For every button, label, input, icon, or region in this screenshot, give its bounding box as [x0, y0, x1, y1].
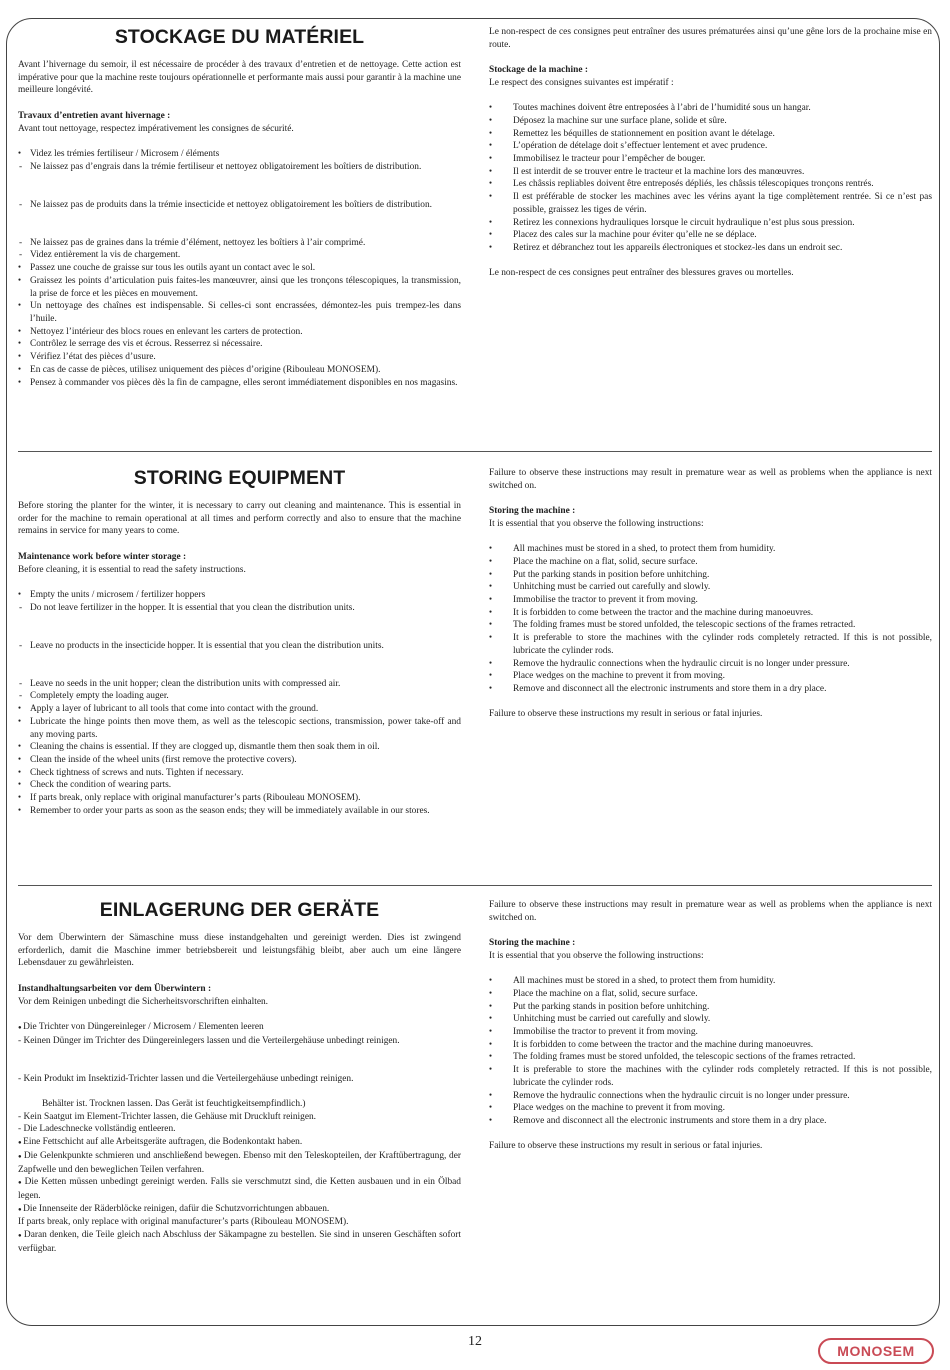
list-item: - Ne laissez pas d’engrais dans la trémie fertiliseur et nettoyez obligatoirement les boîtiers de distribution.: [18, 161, 461, 174]
list-item: ● Videz les trémies fertiliseur / Microsem / éléments: [18, 148, 461, 161]
section-divider: [18, 885, 932, 886]
list-item-text: Die Ketten müssen unbedingt gereinigt werden. Falls sie verschmutzt sind, die Ketten ausbauen und in ein Ölbad legen.: [18, 1177, 461, 1201]
logo-text: MONOSEM: [837, 1343, 915, 1359]
list-item: ● All machines must be stored in a shed, to protect them from humidity.: [489, 543, 932, 556]
list-item: ● Placez des cales sur la machine pour éviter qu’elle ne se déplace.: [489, 229, 932, 242]
fr-storage-heading: Stockage de la machine :: [489, 65, 588, 76]
fr-final-warning: Le non-respect de ces consignes peut entraîner des blessures graves ou mortelles.: [489, 268, 794, 279]
fr-storage-list: [489, 102, 932, 254]
list-item: ● The folding frames must be stored unfolded, the telescopic sections of the frames retracted.: [489, 1051, 932, 1064]
de-right-column: [489, 899, 932, 1153]
list-item: - Die Ladeschnecke vollständig entleeren.: [18, 1124, 176, 1135]
list-item: [18, 1150, 461, 1176]
de-storage-intro: It is essential that you observe the following instructions:: [489, 950, 704, 961]
list-item-text: Die Trichter von Düngereinleger / Microsem / Elementen leeren: [23, 1021, 264, 1032]
list-item: ● Unhitching must be carried out carefully and slowly.: [489, 581, 932, 594]
list-item: ● Put the parking stands in position before unhitching.: [489, 569, 932, 582]
list-item: ● Pensez à commander vos pièces dès la fin de campagne, elles seront immédiatement disponibles en nos magasins.: [18, 377, 461, 390]
list-item: ● Remove the hydraulic connections when the hydraulic circuit is no longer under pressure.: [489, 658, 932, 671]
list-item: - Do not leave fertilizer in the hopper. It is essential that you clean the distribution units.: [18, 602, 461, 615]
bullet-icon: ●: [18, 1140, 24, 1147]
list-item: ● Place the machine on a flat, solid, secure surface.: [489, 556, 932, 569]
list-item: ● Passez une couche de graisse sur tous les outils ayant un contact avec le sol.: [18, 262, 461, 275]
list-item: ● Toutes machines doivent être entreposées à l’abri de l’humidité sous un hangar.: [489, 102, 932, 115]
list-item: ● Lubricate the hinge points then move them, as well as the telescopic sections, transmission, power take-off and any moving parts.: [18, 716, 461, 741]
list-item: ● Clean the inside of the wheel units (first remove the protective covers).: [18, 754, 461, 767]
en-maint-list: [18, 589, 461, 818]
list-item: ● Graissez les points d’articulation puis faites-les manœuvrer, ainsi que les tronçons télescopiques, la transmission, la prise de force et les pièces en mouvement.: [18, 275, 461, 300]
list-spacer: [18, 652, 461, 677]
list-item: ● It is forbidden to come between the tractor and the machine during manoeuvres.: [489, 1039, 932, 1052]
list-item: ● Retirez et débranchez tout les appareils électroniques et stockez-les dans un endroit sec.: [489, 242, 932, 255]
en-maint-heading: Maintenance work before winter storage :: [18, 551, 187, 562]
list-item: ● Empty the units / microsem / fertilizer hoppers: [18, 589, 461, 602]
bullet-icon: ●: [18, 1206, 24, 1213]
list-item: ● Contrôlez le serrage des vis et écrous. Resserrez si nécessaire.: [18, 338, 461, 351]
fr-left-column: [18, 26, 461, 389]
list-item: ● Vérifiez l’état des pièces d’usure.: [18, 351, 461, 364]
en-right-column: [489, 467, 932, 721]
list-item: [18, 1176, 461, 1202]
en-storage-list: [489, 543, 932, 695]
list-item: ● Apply a layer of lubricant to all tools that come into contact with the ground.: [18, 703, 461, 716]
fr-storage-intro: Le respect des consignes suivantes est impératif :: [489, 77, 674, 88]
list-item: - Ne laissez pas de graines dans la trémie d’élément, nettoyez les boîtiers à l’air comprimé.: [18, 237, 461, 250]
list-item: ● Unhitching must be carried out carefully and slowly.: [489, 1013, 932, 1026]
list-spacer: [18, 614, 461, 639]
list-item-text: Eine Fettschicht auf alle Arbeitsgeräte auftragen, die Bodenkontakt haben.: [23, 1137, 303, 1148]
fr-right-warning: Le non-respect de ces consignes peut entraîner des usures prématurées ainsi qu’une gêne lors de la prochaine mise en route.: [489, 27, 932, 50]
list-item: ● Il est interdit de se trouver entre le tracteur et la machine lors des manœuvres.: [489, 166, 932, 179]
de-right-warning: Failure to observe these instructions may result in premature wear as well as problems when the appliance is next switched on.: [489, 900, 932, 923]
en-maint-safety: Before cleaning, it is essential to read the safety instructions.: [18, 564, 246, 575]
fr-maint-list: [18, 148, 461, 389]
list-item: ● If parts break, only replace with original manufacturer’s parts (Ribouleau MONOSEM).: [18, 792, 461, 805]
section-divider: [18, 451, 932, 452]
list-item: ● Immobilise the tractor to prevent it from moving.: [489, 1026, 932, 1039]
bullet-icon: ●: [18, 1024, 24, 1031]
bullet-icon: ●: [18, 1180, 25, 1187]
de-section-title: EINLAGERUNG DER GERÄTE: [99, 899, 380, 921]
en-storage-intro: It is essential that you observe the following instructions:: [489, 518, 704, 529]
list-item: [18, 1216, 461, 1229]
list-item: - Completely empty the loading auger.: [18, 690, 461, 703]
fr-right-column: [489, 26, 932, 280]
list-item: ● En cas de casse de pièces, utilisez uniquement des pièces d’origine (Ribouleau MONOSEM).: [18, 364, 461, 377]
list-item: ● Retirez les connexions hydrauliques lorsque le circuit hydraulique n’est plus sous pression.: [489, 217, 932, 230]
fr-intro: Avant l’hivernage du semoir, il est nécessaire de procéder à des travaux d’entretien et de nettoyage. Cette action est impérative pour que la machine reste toujours opérationnelle et performante mais aussi pour garantir à la machine une meilleure longévité.: [18, 60, 461, 96]
list-item: ● Immobilisez le tracteur pour l’empêcher de bouger.: [489, 153, 932, 166]
list-item-text: Keinen Dünger im Trichter des Düngereinlegers lassen und die Verteilergehäuse unbedingt reinigen.: [23, 1035, 400, 1046]
fr-maint-heading: Travaux d’entretien avant hivernage :: [18, 110, 171, 121]
list-item-text: Kein Saatgut im Element-Trichter lassen, die Gehäuse mit Druckluft reinigen.: [23, 1111, 317, 1122]
en-intro: Before storing the planter for the winter, it is necessary to carry out cleaning and maintenance. This is essential in order for the machine to remain operational at all times and perform correctly and also to ensure that the machine remains in service for many years to come.: [18, 501, 461, 537]
monosem-logo: [818, 1338, 934, 1364]
list-item-text: Die Ladeschnecke vollständig entleeren.: [23, 1124, 176, 1135]
list-item: ● The folding frames must be stored unfolded, the telescopic sections of the frames retracted.: [489, 619, 932, 632]
list-item: ● Un nettoyage des chaînes est indispensable. Si celles-ci sont encrassées, démontez-les puis trempez-les dans l’huile.: [18, 300, 461, 325]
list-item: ● Place wedges on the machine to prevent it from moving.: [489, 670, 932, 683]
de-maint-safety: Vor dem Reinigen unbedingt die Sicherheitsvorschriften einhalten.: [18, 996, 269, 1007]
de-left-column: [18, 899, 461, 1256]
list-spacer: [18, 1047, 461, 1072]
fr-maint-safety: Avant tout nettoyage, respectez impérativement les consignes de sécurité.: [18, 123, 294, 134]
en-final-warning: Failure to observe these instructions my result in serious or fatal injuries.: [489, 709, 763, 720]
list-item: ● Put the parking stands in position before unhitching.: [489, 1001, 932, 1014]
list-item: ● Remove the hydraulic connections when the hydraulic circuit is no longer under pressure.: [489, 1090, 932, 1103]
list-item: ● Remember to order your parts as soon as the season ends; they will be immediately available in our stores.: [18, 805, 461, 818]
en-right-warning: Failure to observe these instructions may result in premature wear as well as problems when the appliance is next switched on.: [489, 468, 932, 491]
de-storage-list: [489, 975, 932, 1127]
list-item: ● All machines must be stored in a shed, to protect them from humidity.: [489, 975, 932, 988]
en-left-column: [18, 467, 461, 818]
en-storage-heading: Storing the machine :: [489, 506, 576, 517]
list-item: [18, 1229, 461, 1255]
list-item: [18, 1136, 461, 1150]
list-item: ● L’opération de dételage doit s’effectuer lentement et avec prudence.: [489, 140, 932, 153]
de-maint-heading: Instandhaltungsarbeiten vor dem Überwintern :: [18, 983, 212, 994]
list-item: ● Déposez la machine sur une surface plane, solide et sûre.: [489, 115, 932, 128]
list-item: ● It is forbidden to come between the tractor and the machine during manoeuvres.: [489, 607, 932, 620]
list-item-text: Die Innenseite der Räderblöcke reinigen, dafür die Schutzvorrichtungen abbauen.: [23, 1203, 330, 1214]
list-item: - Leave no products in the insecticide hopper. It is essential that you clean the distribution units.: [18, 640, 461, 653]
list-item: ● It is preferable to store the machines with the cylinder rods completely retracted. If this is not possible, lubricate the cylinder rods.: [489, 632, 932, 657]
list-spacer: [18, 211, 461, 236]
list-item: ● Place wedges on the machine to prevent it from moving.: [489, 1102, 932, 1115]
list-item: - Ne laissez pas de produits dans la trémie insecticide et nettoyez obligatoirement les boîtiers de distribution.: [18, 199, 461, 212]
page-number: 12: [468, 1334, 482, 1349]
de-maint-list: [18, 1021, 461, 1256]
list-item: [18, 1021, 461, 1035]
list-item: [18, 1203, 461, 1217]
list-item-text: Die Gelenkpunkte schmieren und anschließend bewegen. Ebenso mit den Teleskopteilen, der Kraftübertragung, der Zapfwelle und den beweglichen Teilen verfahren.: [18, 1150, 462, 1175]
bullet-icon: ●: [18, 1153, 24, 1160]
list-item: [18, 1098, 461, 1111]
list-item: ● Il est préférable de stocker les machines avec les vérins ayant la tige complètement rentrée. Si ce n’est pas possible, graissez les tiges de vérin.: [489, 191, 932, 216]
list-item: - Leave no seeds in the unit hopper; clean the distribution units with compressed air.: [18, 678, 461, 691]
list-item: ● Remettez les béquilles de stationnement en position avant le dételage.: [489, 128, 932, 141]
list-item-text: Kein Produkt im Insektizid-Trichter lassen und die Verteilergehäuse unbedingt reinigen.: [23, 1073, 354, 1084]
list-spacer: [18, 173, 461, 198]
list-item: ● It is preferable to store the machines with the cylinder rods completely retracted. If this is not possible, lubricate the cylinder rods.: [489, 1064, 932, 1089]
list-item: - Videz entièrement la vis de chargement.: [18, 249, 461, 262]
de-storage-heading: Storing the machine :: [489, 938, 576, 949]
list-item: ● Check tightness of screws and nuts. Tighten if necessary.: [18, 767, 461, 780]
list-item-text: Daran denken, die Teile gleich nach Abschluss der Säkampagne zu bestellen. Sie sind in unseren Geschäften sofort verfügbar.: [18, 1230, 462, 1254]
en-section-title: STORING EQUIPMENT: [133, 467, 346, 489]
de-final-warning: Failure to observe these instructions my result in serious or fatal injuries.: [489, 1141, 763, 1152]
de-intro: Vor dem Überwintern der Sämaschine muss diese instandgehalten und gereinigt werden. Dies ist zwingend erforderlich, damit die Maschine immer betriebsbereit und leistungsfähig bleibt, aber auch um eine längere Lebensdauer zu gewährleisten.: [18, 933, 461, 969]
list-item: ● Check the condition of wearing parts.: [18, 779, 461, 792]
list-item: ● Cleaning the chains is essential. If they are clogged up, dismantle them then soak them in oil.: [18, 741, 461, 754]
list-item: ● Remove and disconnect all the electronic instruments and store them in a dry place.: [489, 683, 932, 696]
list-item-text: Behälter ist. Trocknen lassen. Das Gerät ist feuchtigkeitsempfindlich.): [42, 1099, 306, 1110]
list-item: ● Immobilise the tractor to prevent it from moving.: [489, 594, 932, 607]
list-item: - Kein Saatgut im Element-Trichter lassen, die Gehäuse mit Druckluft reinigen.: [18, 1111, 317, 1122]
fr-section-title: STOCKAGE DU MATÉRIEL: [114, 26, 365, 48]
list-item: - Kein Produkt im Insektizid-Trichter lassen und die Verteilergehäuse unbedingt reinigen.: [18, 1073, 354, 1084]
list-item: ● Les châssis repliables doivent être entreposés dépliés, les châssis télescopiques tronçons rentrés.: [489, 178, 932, 191]
bullet-icon: ●: [18, 1233, 24, 1240]
list-spacer: [18, 1085, 461, 1098]
list-item: ● Place the machine on a flat, solid, secure surface.: [489, 988, 932, 1001]
list-item: - Keinen Dünger im Trichter des Düngereinlegers lassen und die Verteilergehäuse unbedingt reinigen.: [18, 1035, 400, 1046]
list-item: ● Remove and disconnect all the electronic instruments and store them in a dry place.: [489, 1115, 932, 1128]
list-item: ● Nettoyez l’intérieur des blocs roues en enlevant les carters de protection.: [18, 326, 461, 339]
list-item-text: If parts break, only replace with original manufacturer’s parts (Ribouleau MONOSEM).: [18, 1217, 349, 1228]
